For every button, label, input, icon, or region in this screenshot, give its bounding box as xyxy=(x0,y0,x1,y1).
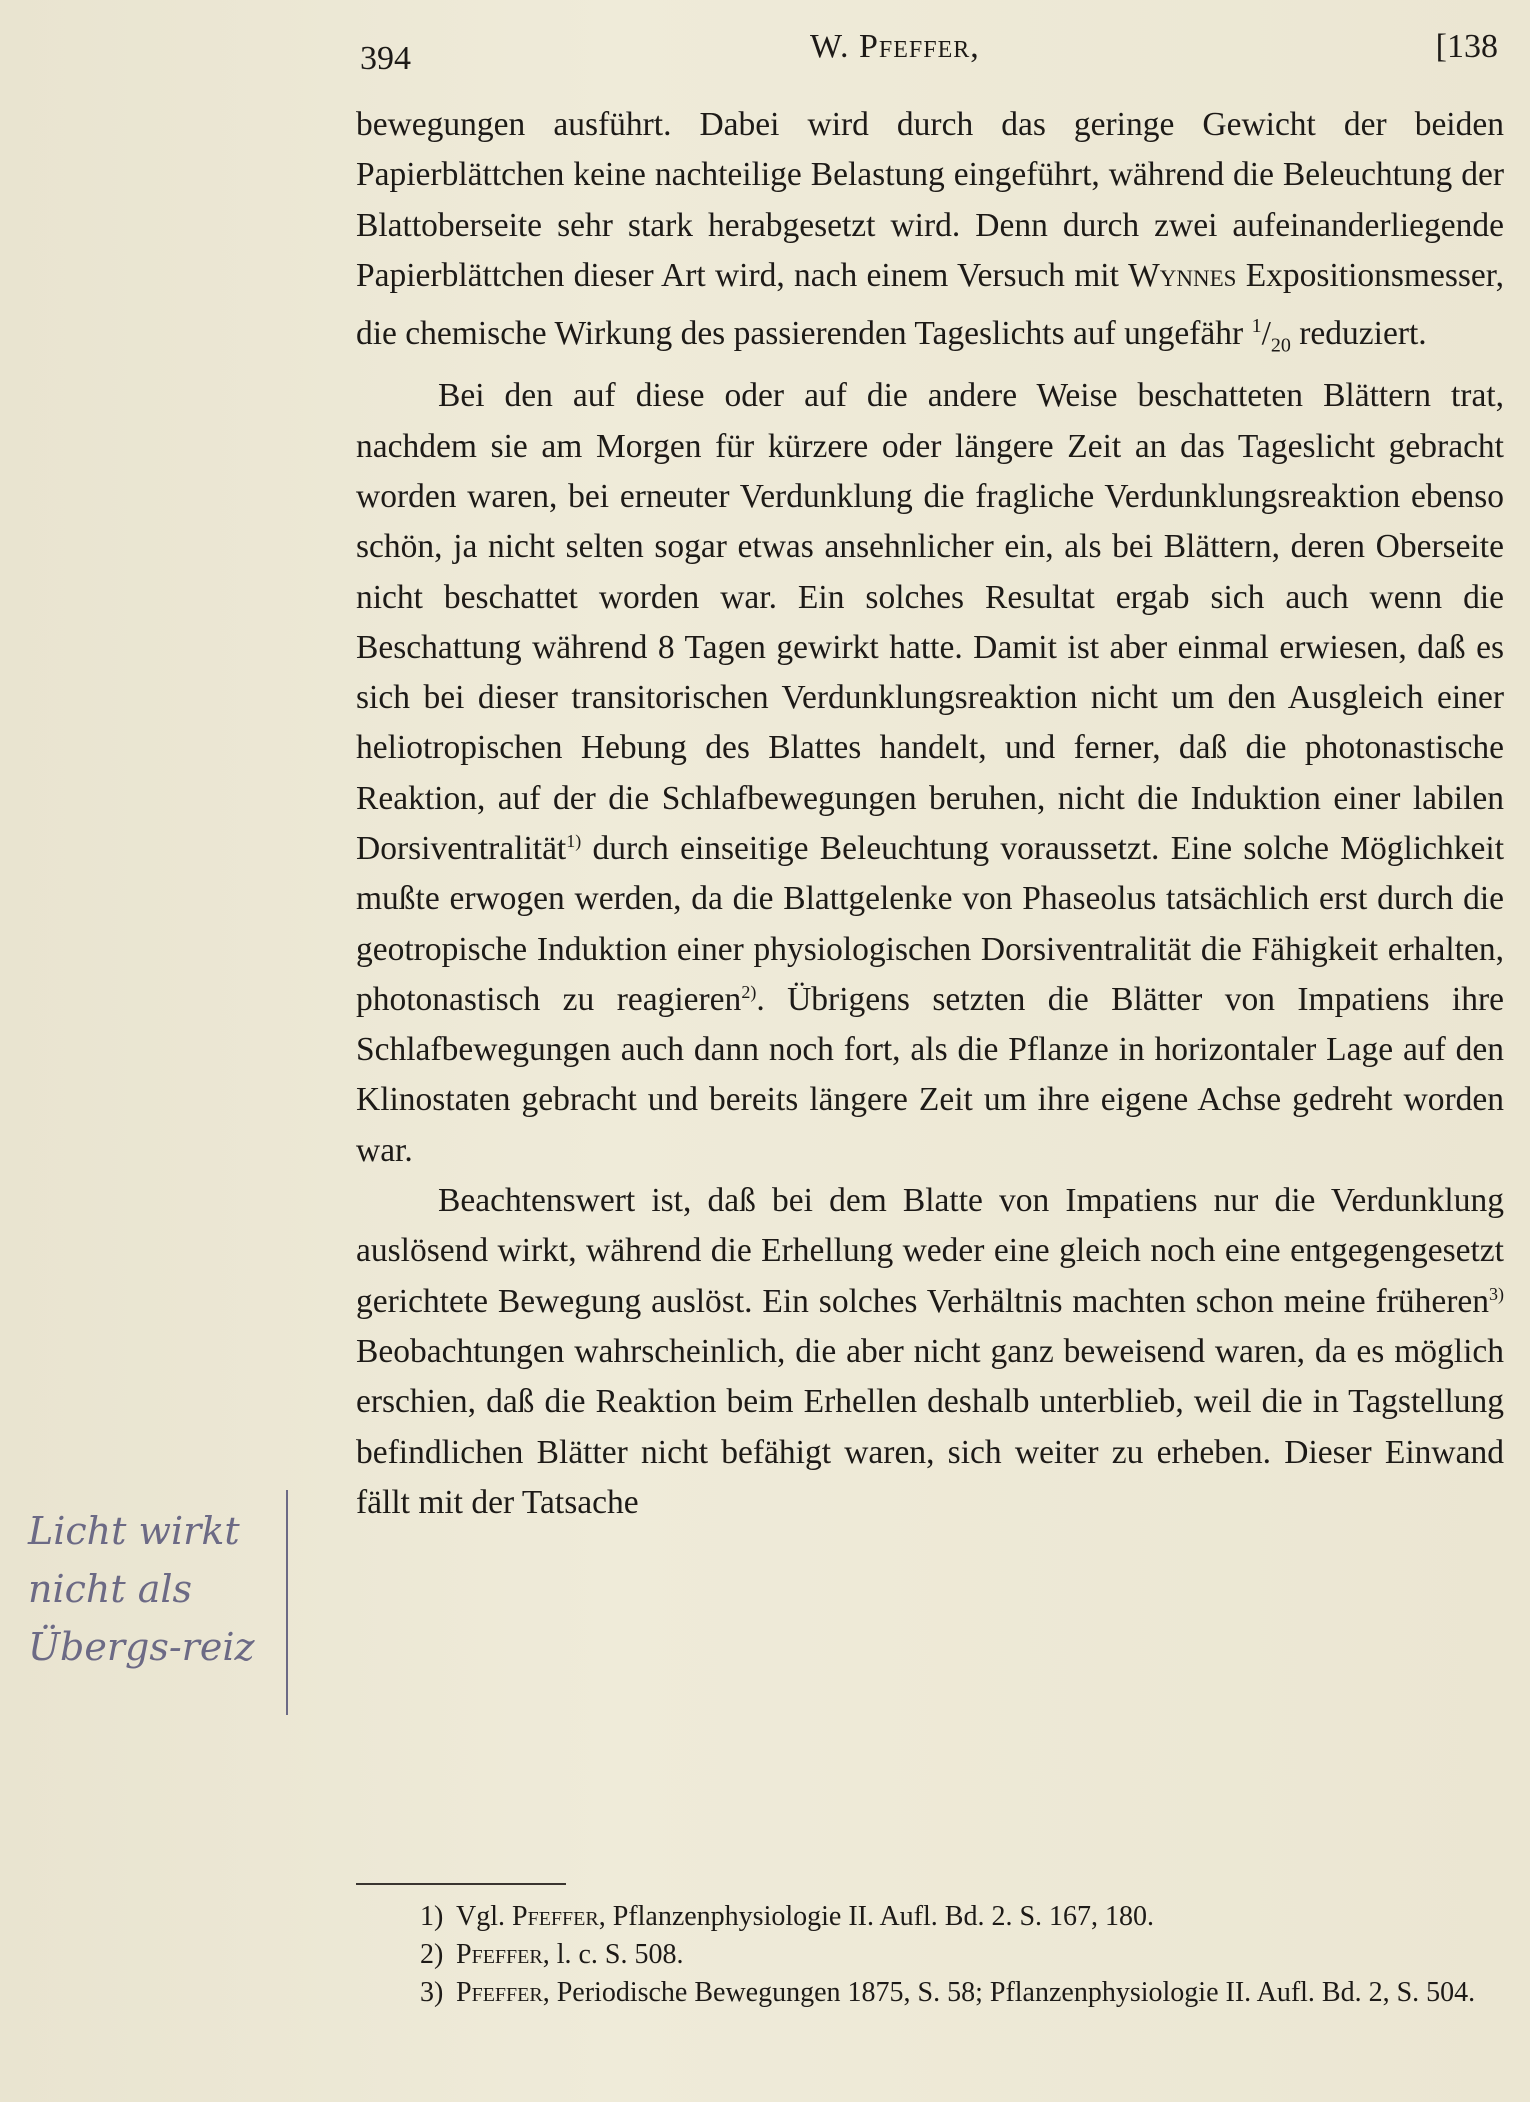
paragraph-3 xyxy=(356,1176,1504,1528)
page-number: 394 xyxy=(360,40,411,77)
paragraph-text: durch einseitige Beleuchtung voraussetzt. Eine solche Möglichkeit mußte erwogen werden, da die Blattgelenke von Phaseolus tatsächlich erst durch die geotropische Induktion einer physiologischen Dorsiventralität die Fähigkeit erhalten, photonastisch zu reagieren xyxy=(356,830,1504,1018)
margin-note-line: nicht als xyxy=(28,1567,193,1611)
footnote-1 xyxy=(350,1898,1510,1936)
footnote-author: Pfeffer xyxy=(512,1901,599,1932)
paragraph-text: Beobachtungen wahrscheinlich, die aber nicht ganz beweisend waren, da es möglich erschien, daß die Reaktion beim Erhellen deshalb unterblieb, weil die in Tagstellung befindlichen Blätter nicht befähigt waren, sich weiter zu erheben. Dieser Einwand fällt mit der Tatsache xyxy=(356,1332,1504,1521)
author-name: Wynnes xyxy=(1128,256,1237,294)
footnote-2 xyxy=(350,1936,1510,1974)
handwritten-margin-note xyxy=(28,1502,268,1722)
footnote-3 xyxy=(350,1974,1510,2012)
footnote-text: , Pflanzenphysiologie II. Aufl. Bd. 2. S. 167, 180. xyxy=(598,1901,1155,1932)
paragraph-text: . Übrigens setzten die Blätter von Impatiens ihre Schlafbewegungen auch dann noch fort, als die Pflanze in horizontaler Lage auf den Klinostaten gebracht und bereits längere Zeit um ihre eigene Achse gedreht worden war. xyxy=(356,980,1505,1169)
footnote-text: , l. c. S. 508. xyxy=(542,1939,684,1970)
fraction-denominator: 20 xyxy=(1270,335,1291,358)
footnote-ref-2[interactable]: 2) xyxy=(741,981,757,1002)
footnote-text: , Periodische Bewegungen 1875, S. 58; Pflanzenphysiologie II. Aufl. Bd. 2, S. 504. xyxy=(542,1977,1476,2008)
paragraph-text: Beachtenswert ist, daß bei dem Blatte von Impatiens nur die Verdunklung auslösend wirkt, während die Erhellung weder eine gleich noch eine entgegengesetzt gerichtete Bewegung auslöst. Ein solches Verhältnis machten schon meine früheren xyxy=(356,1182,1504,1320)
paragraph-text: reduziert. xyxy=(1290,315,1427,353)
paragraph-text: Expositionsmesser, die chemische Wirkung des passierenden Tageslichts auf ungefähr xyxy=(356,256,1504,353)
section-number: [138 xyxy=(1435,28,1498,65)
footnote-number: 2) xyxy=(420,1939,444,1970)
margin-note-line: Übergs-reiz xyxy=(28,1625,255,1669)
footnote-ref-3[interactable]: 3) xyxy=(1489,1283,1504,1304)
footnote-number: 1) xyxy=(420,1901,444,1932)
page-header xyxy=(360,22,1508,78)
fraction-numerator: 1 xyxy=(1251,315,1262,338)
footnote-author: Pfeffer xyxy=(456,1939,543,1970)
paragraph-2 xyxy=(356,371,1504,1176)
footnote-ref-1[interactable]: 1) xyxy=(566,830,582,851)
footnote-number: 3) xyxy=(420,1977,444,2008)
margin-bracket-line xyxy=(285,1490,289,1715)
body-text xyxy=(356,100,1504,1528)
footnotes xyxy=(350,1898,1510,2012)
margin-note-line: Licht wirkt xyxy=(28,1509,240,1553)
footnote-author: Pfeffer xyxy=(456,1977,543,2008)
footnote-prefix: Vgl. xyxy=(456,1901,512,1932)
paragraph-1 xyxy=(356,100,1504,371)
footnote-divider xyxy=(356,1883,566,1885)
running-head: W. Pfeffer, xyxy=(810,28,980,65)
fraction: $^1/_{20}$ xyxy=(1251,315,1291,358)
paragraph-text: Bei den auf diese oder auf die andere Weise beschatteten Blättern trat, nachdem sie am Morgen für kürzere oder längere Zeit an das Tageslicht gebracht worden waren, bei erneuter Verdunklung die fragliche Verdunklungsreaktion ebenso schön, ja nicht selten sogar etwas ansehnlicher ein, als bei Blättern, deren Oberseite nicht beschattet worden war. Ein solches Resultat ergab sich auch wenn die Beschattung während 8 Tagen gewirkt hatte. Damit ist aber einmal erwiesen, daß es sich bei dieser transitorischen Verdunklungsreaktion nicht um den Ausgleich einer heliotropischen Hebung des Blattes handelt, und ferner, daß die photonastische Reaktion, auf der die Schlafbewegungen beruhen, nicht die Induktion einer labilen Dorsiventralität xyxy=(356,377,1504,867)
paragraph-text: bewegungen ausführt. Dabei wird durch das geringe Gewicht der beiden Papierblättchen keine nachteilige Belastung eingeführt, während die Beleuchtung der Blattoberseite sehr stark herabgesetzt wird. Denn durch zwei aufeinanderliegende Papierblättchen dieser Art wird, nach einem Versuch mit xyxy=(356,106,1504,294)
